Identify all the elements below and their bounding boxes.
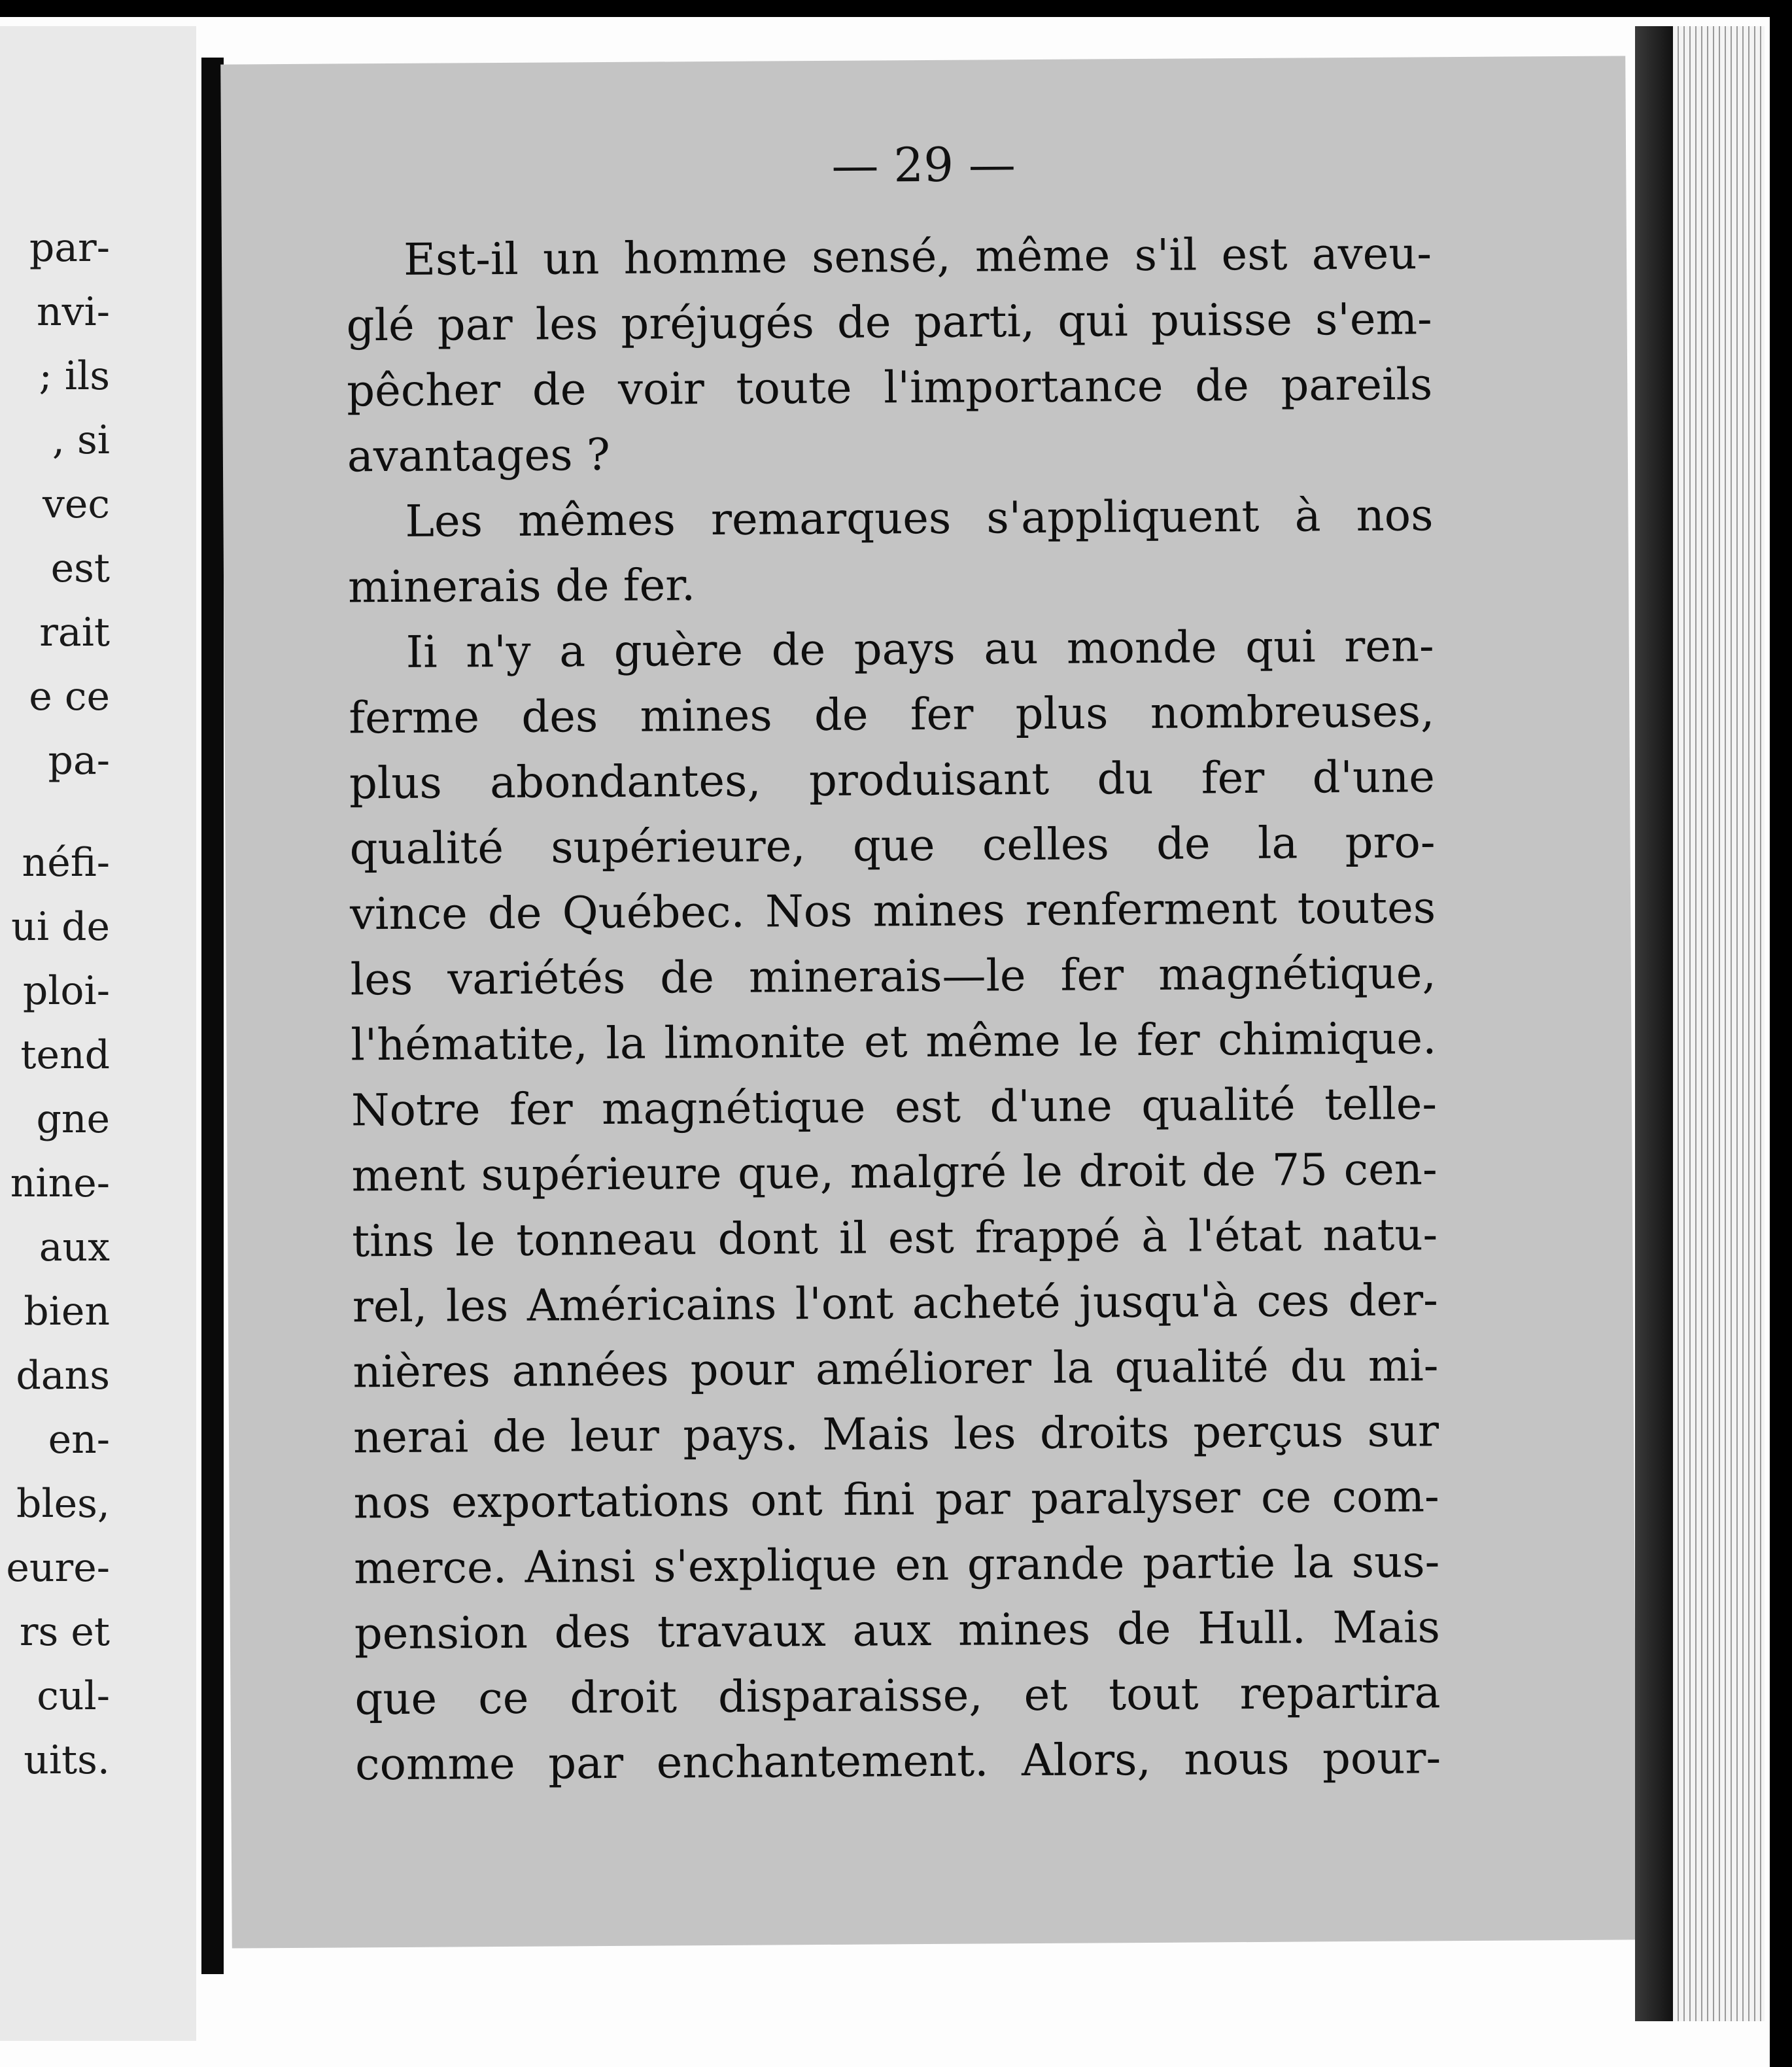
left-line: dans xyxy=(16,1353,110,1398)
left-line: gne xyxy=(36,1096,110,1142)
left-line: néfi- xyxy=(22,840,110,886)
text-line: que ce droit disparaisse, et tout repartira xyxy=(354,1667,1441,1725)
left-line: cul- xyxy=(37,1673,110,1719)
left-line: nvi- xyxy=(36,289,110,335)
left-line: en- xyxy=(48,1417,110,1463)
left-line: ui de xyxy=(11,904,110,950)
text-line: les variétés de minerais—le fer magnétique, xyxy=(350,947,1436,1005)
left-line: rait xyxy=(39,610,110,655)
page-body-text xyxy=(346,220,1441,1797)
text-line: comme par enchantement. Alors, nous pour- xyxy=(354,1732,1441,1790)
text-line: pension des travaux aux mines de Hull. Mais xyxy=(354,1601,1441,1659)
left-line: eure- xyxy=(6,1545,110,1591)
left-line: vec xyxy=(42,481,110,527)
page-stack-edge xyxy=(1673,26,1765,2021)
text-line: l'hématite, la limonite et même le fer chimique. xyxy=(351,1013,1437,1071)
left-line: , si xyxy=(52,417,110,463)
left-line: par- xyxy=(29,225,110,271)
text-line: merce. Ainsi s'explique en grande partie la sus- xyxy=(354,1536,1440,1594)
text-line: nières années pour améliorer la qualité du mi- xyxy=(353,1340,1439,1398)
text-line: Les mêmes remarques s'appliquent à nos xyxy=(405,489,1434,547)
left-line: rs et xyxy=(19,1609,110,1655)
text-line: glé par les préjugés de parti, qui puisse s'em- xyxy=(346,293,1432,351)
left-page-text xyxy=(6,216,110,1792)
text-line: pêcher de voir toute l'importance de pareils xyxy=(347,358,1433,417)
left-line: e ce xyxy=(29,674,110,720)
text-line: ferme des mines de fer plus nombreuses, xyxy=(349,686,1435,744)
left-facing-page xyxy=(0,26,196,2041)
scan-border-right xyxy=(1770,0,1792,2067)
text-line: vince de Québec. Nos mines renferment toutes xyxy=(349,882,1436,940)
left-line: ploi- xyxy=(22,968,110,1014)
page-edge-shadow xyxy=(1635,26,1673,2021)
text-line: plus abondantes, produisant du fer d'une xyxy=(349,751,1436,809)
text-line: Notre fer magnétique est d'une qualité telle- xyxy=(351,1078,1438,1136)
left-line: ; ils xyxy=(39,353,110,399)
left-line: bles, xyxy=(16,1481,110,1527)
left-line: est xyxy=(50,546,110,591)
page-number: — 29 — xyxy=(831,137,1016,193)
book-gutter xyxy=(201,58,224,1974)
text-line: ment supérieure que, malgré le droit de 75 cen- xyxy=(351,1143,1438,1202)
left-line: tend xyxy=(20,1032,110,1078)
text-line: nos exportations ont fini par paralyser ce com- xyxy=(353,1470,1439,1529)
left-line: pa- xyxy=(48,738,110,784)
text-line: Ii n'y a guère de pays au monde qui ren- xyxy=(405,620,1434,678)
left-line: bien xyxy=(24,1289,110,1334)
text-line: nerai de leur pays. Mais les droits perçus sur xyxy=(353,1405,1439,1463)
main-page xyxy=(220,56,1637,1948)
text-line: qualité supérieure, que celles de la pro- xyxy=(349,816,1436,875)
left-line: nine- xyxy=(10,1160,110,1206)
text-line: Est-il un homme sensé, même s'il est aveu- xyxy=(403,228,1432,285)
text-line: rel, les Américains l'ont acheté jusqu'à ces der- xyxy=(352,1274,1439,1332)
text-line: minerais de fer. xyxy=(347,559,696,613)
text-line: avantages ? xyxy=(347,428,611,482)
left-line: aux xyxy=(39,1225,110,1270)
scan-border-top xyxy=(0,0,1792,17)
left-line: uits. xyxy=(24,1737,110,1783)
text-line: tins le tonneau dont il est frappé à l'état natu- xyxy=(351,1209,1438,1267)
left-line-gap xyxy=(6,793,110,831)
